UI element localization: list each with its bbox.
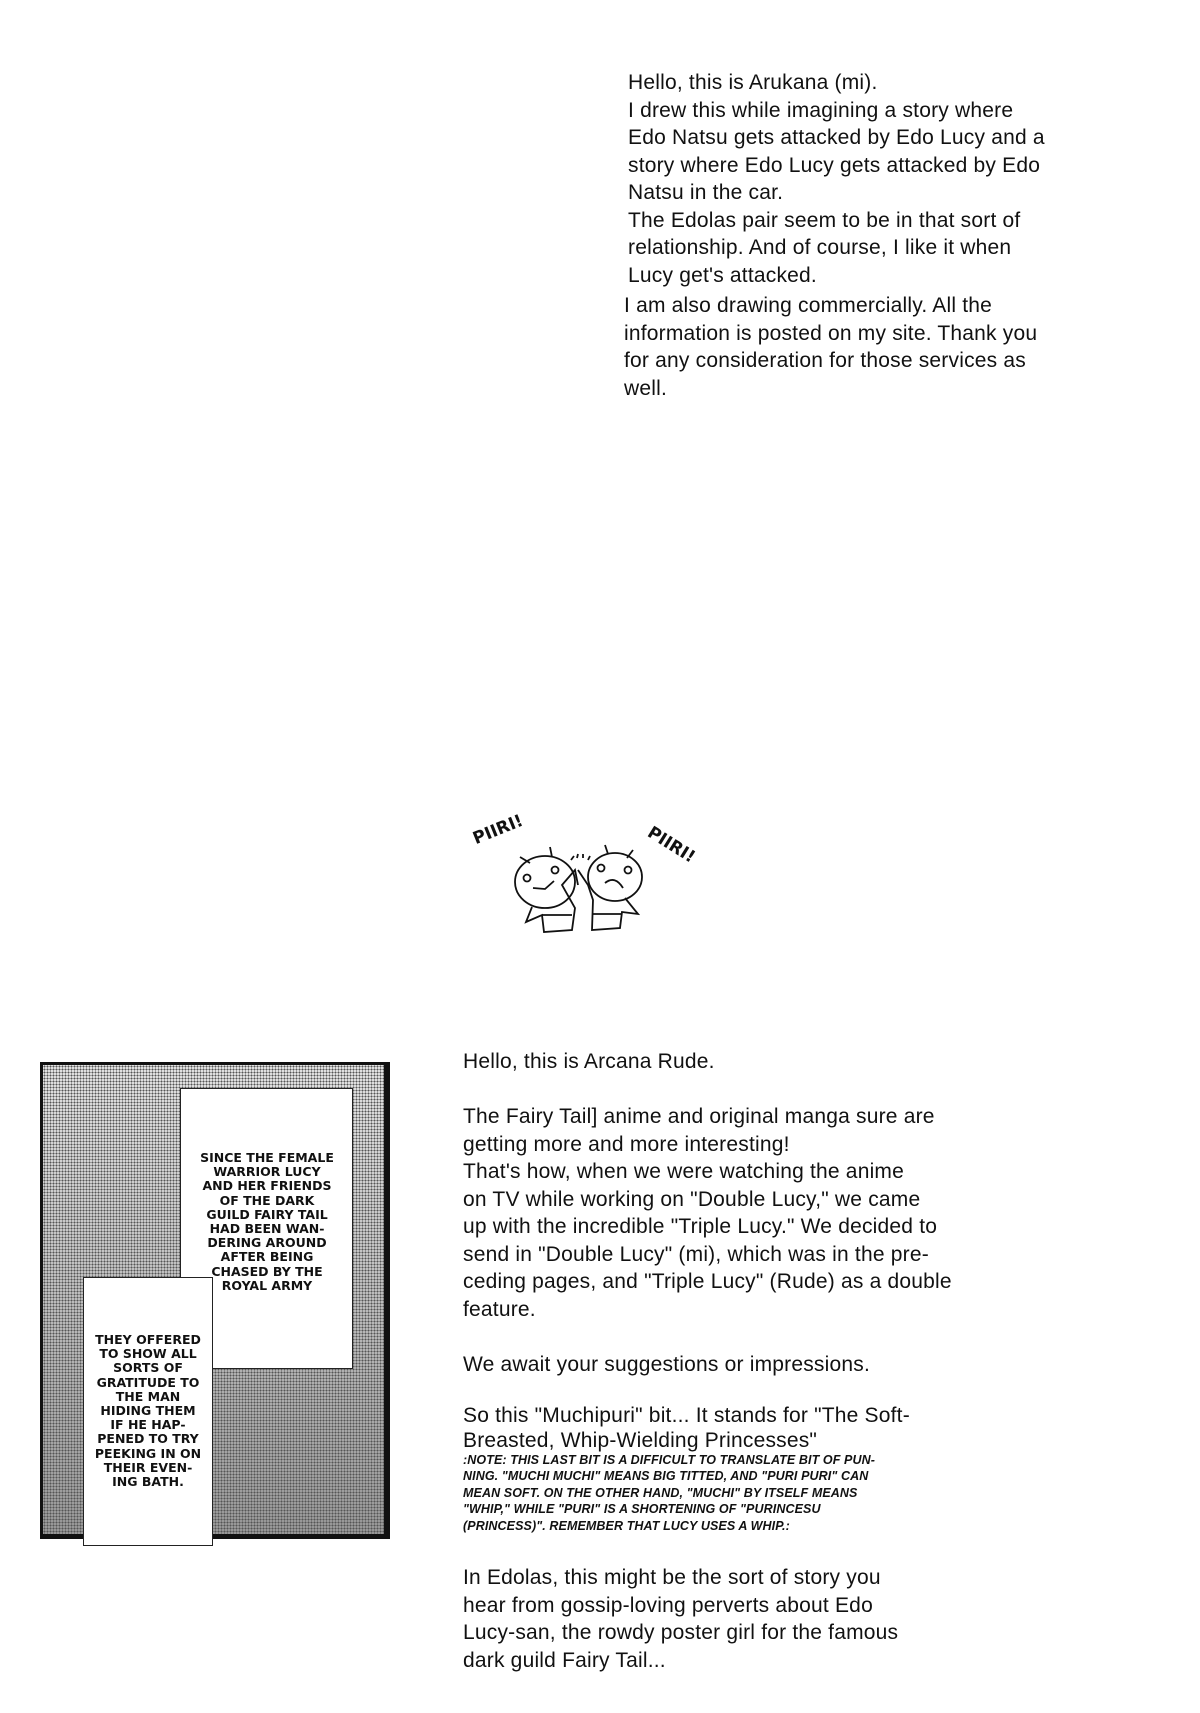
- caption-line: TO SHOW ALL: [99, 1346, 197, 1362]
- note-line: (PRINCESS)". REMEMBER THAT LUCY USES A WHIP.:: [463, 1518, 790, 1533]
- caption-line: THE MAN: [115, 1388, 181, 1404]
- caption-line: IF HE HAP-: [110, 1417, 186, 1433]
- text-line: send in "Double Lucy" (mi), which was in the pre-: [463, 1242, 929, 1266]
- text-line: for any consideration for those services as: [624, 349, 1026, 372]
- afterword-rude-para1: [463, 1103, 952, 1323]
- text-line: In Edolas, this might be the sort of story you: [463, 1566, 881, 1589]
- caption-line: SORTS OF: [113, 1360, 183, 1376]
- caption-line: ING BATH.: [112, 1474, 184, 1490]
- chibi-characters-illustration: [450, 790, 720, 970]
- text-line: The Fairy Tail] anime and original manga sure are: [463, 1105, 935, 1128]
- afterword-rude-para2: We await your suggestions or impressions.: [463, 1352, 870, 1376]
- text-line: ceding pages, and "Triple Lucy" (Rude) as a double: [463, 1270, 952, 1293]
- note-line: MEAN SOFT. ON THE OTHER HAND, "MUCHI" BY ITSELF MEANS: [463, 1485, 858, 1500]
- text-line: I am also drawing commercially. All the: [624, 294, 993, 317]
- caption-line: AFTER BEING: [220, 1249, 314, 1265]
- afterword-mi-para2: [624, 292, 1045, 402]
- note-line: :NOTE: THIS LAST BIT IS A DIFFICULT TO TRANSLATE BIT OF PUN-: [463, 1452, 875, 1467]
- text-line: Hello, this is Arukana (mi).: [628, 71, 878, 94]
- chibi-doodle: [450, 790, 720, 970]
- afterword-mi-para1: [628, 69, 1045, 289]
- text-line: That's how, when we were watching the anime: [463, 1160, 905, 1183]
- text-line: hear from gossip-loving perverts about Edo: [463, 1593, 873, 1617]
- caption-bottom: [86, 1333, 210, 1489]
- caption-line: CHASED BY THE: [211, 1263, 323, 1279]
- caption-line: THEIR EVEN-: [103, 1459, 193, 1475]
- caption-line: HIDING THEM: [100, 1403, 196, 1419]
- caption-line: GUILD FAIRY TAIL: [206, 1206, 328, 1222]
- caption-line: PEEKING IN ON: [94, 1445, 202, 1461]
- afterword-mi: [624, 69, 1045, 402]
- text-line: The Edolas pair seem to be in that sort of: [628, 208, 1021, 232]
- text-line: well.: [624, 376, 668, 400]
- text-line: information is posted on my site. Thank you: [624, 321, 1038, 345]
- caption-top: [186, 1151, 348, 1293]
- translator-note: [463, 1452, 952, 1535]
- caption-line: WARRIOR LUCY: [213, 1164, 321, 1180]
- text-line: story where Edo Lucy gets attacked by Edo: [628, 153, 1041, 177]
- text-line: Lucy-san, the rowdy poster girl for the famous: [463, 1621, 899, 1644]
- greeting: Hello, this is Arcana Rude.: [463, 1050, 715, 1073]
- caption-line: HAD BEEN WAN-: [209, 1221, 325, 1237]
- caption-line: SINCE THE FEMALE: [200, 1150, 334, 1165]
- note-line: "WHIP," WHILE "PURI" IS A SHORTENING OF "PURINCESU: [463, 1502, 821, 1516]
- caption-line: OF THE DARK: [219, 1192, 315, 1208]
- text-line: feature.: [463, 1297, 536, 1321]
- sfx-left: PIIRI!: [470, 810, 527, 850]
- text-line: Lucy get's attacked.: [628, 263, 817, 287]
- text-line: Natsu in the car.: [628, 181, 784, 204]
- caption-line: GRATITUDE TO: [96, 1374, 200, 1390]
- text-line: dark guild Fairy Tail...: [463, 1648, 666, 1672]
- sfx-right: PIIRI!: [643, 822, 699, 868]
- caption-line: PENED TO TRY: [97, 1431, 199, 1447]
- afterword-rude-para3: [463, 1402, 952, 1452]
- afterword-rude: [463, 1048, 952, 1674]
- text-line: up with the incredible "Triple Lucy." We decided to: [463, 1215, 938, 1238]
- caption-line: AND HER FRIENDS: [202, 1178, 332, 1194]
- text-line: relationship. And of course, I like it when: [628, 236, 1012, 259]
- text-line: getting more and more interesting!: [463, 1132, 790, 1156]
- caption-line: THEY OFFERED: [95, 1332, 201, 1347]
- text-line: Breasted, Whip-Wielding Princesses": [463, 1428, 818, 1452]
- text-line: I drew this while imagining a story where: [628, 98, 1014, 122]
- afterword-rude-para4: [463, 1564, 952, 1674]
- note-line: NING. "MUCHI MUCHI" MEANS BIG TITTED, AND "PURI PURI" CAN: [463, 1469, 869, 1483]
- text-line: on TV while working on "Double Lucy," we came: [463, 1187, 921, 1211]
- text-line: Edo Natsu gets attacked by Edo Lucy and a: [628, 126, 1045, 149]
- caption-line: DERING AROUND: [207, 1235, 327, 1251]
- caption-line: ROYAL ARMY: [221, 1277, 313, 1293]
- text-line: So this "Muchipuri" bit... It stands for "The Soft-: [463, 1404, 910, 1427]
